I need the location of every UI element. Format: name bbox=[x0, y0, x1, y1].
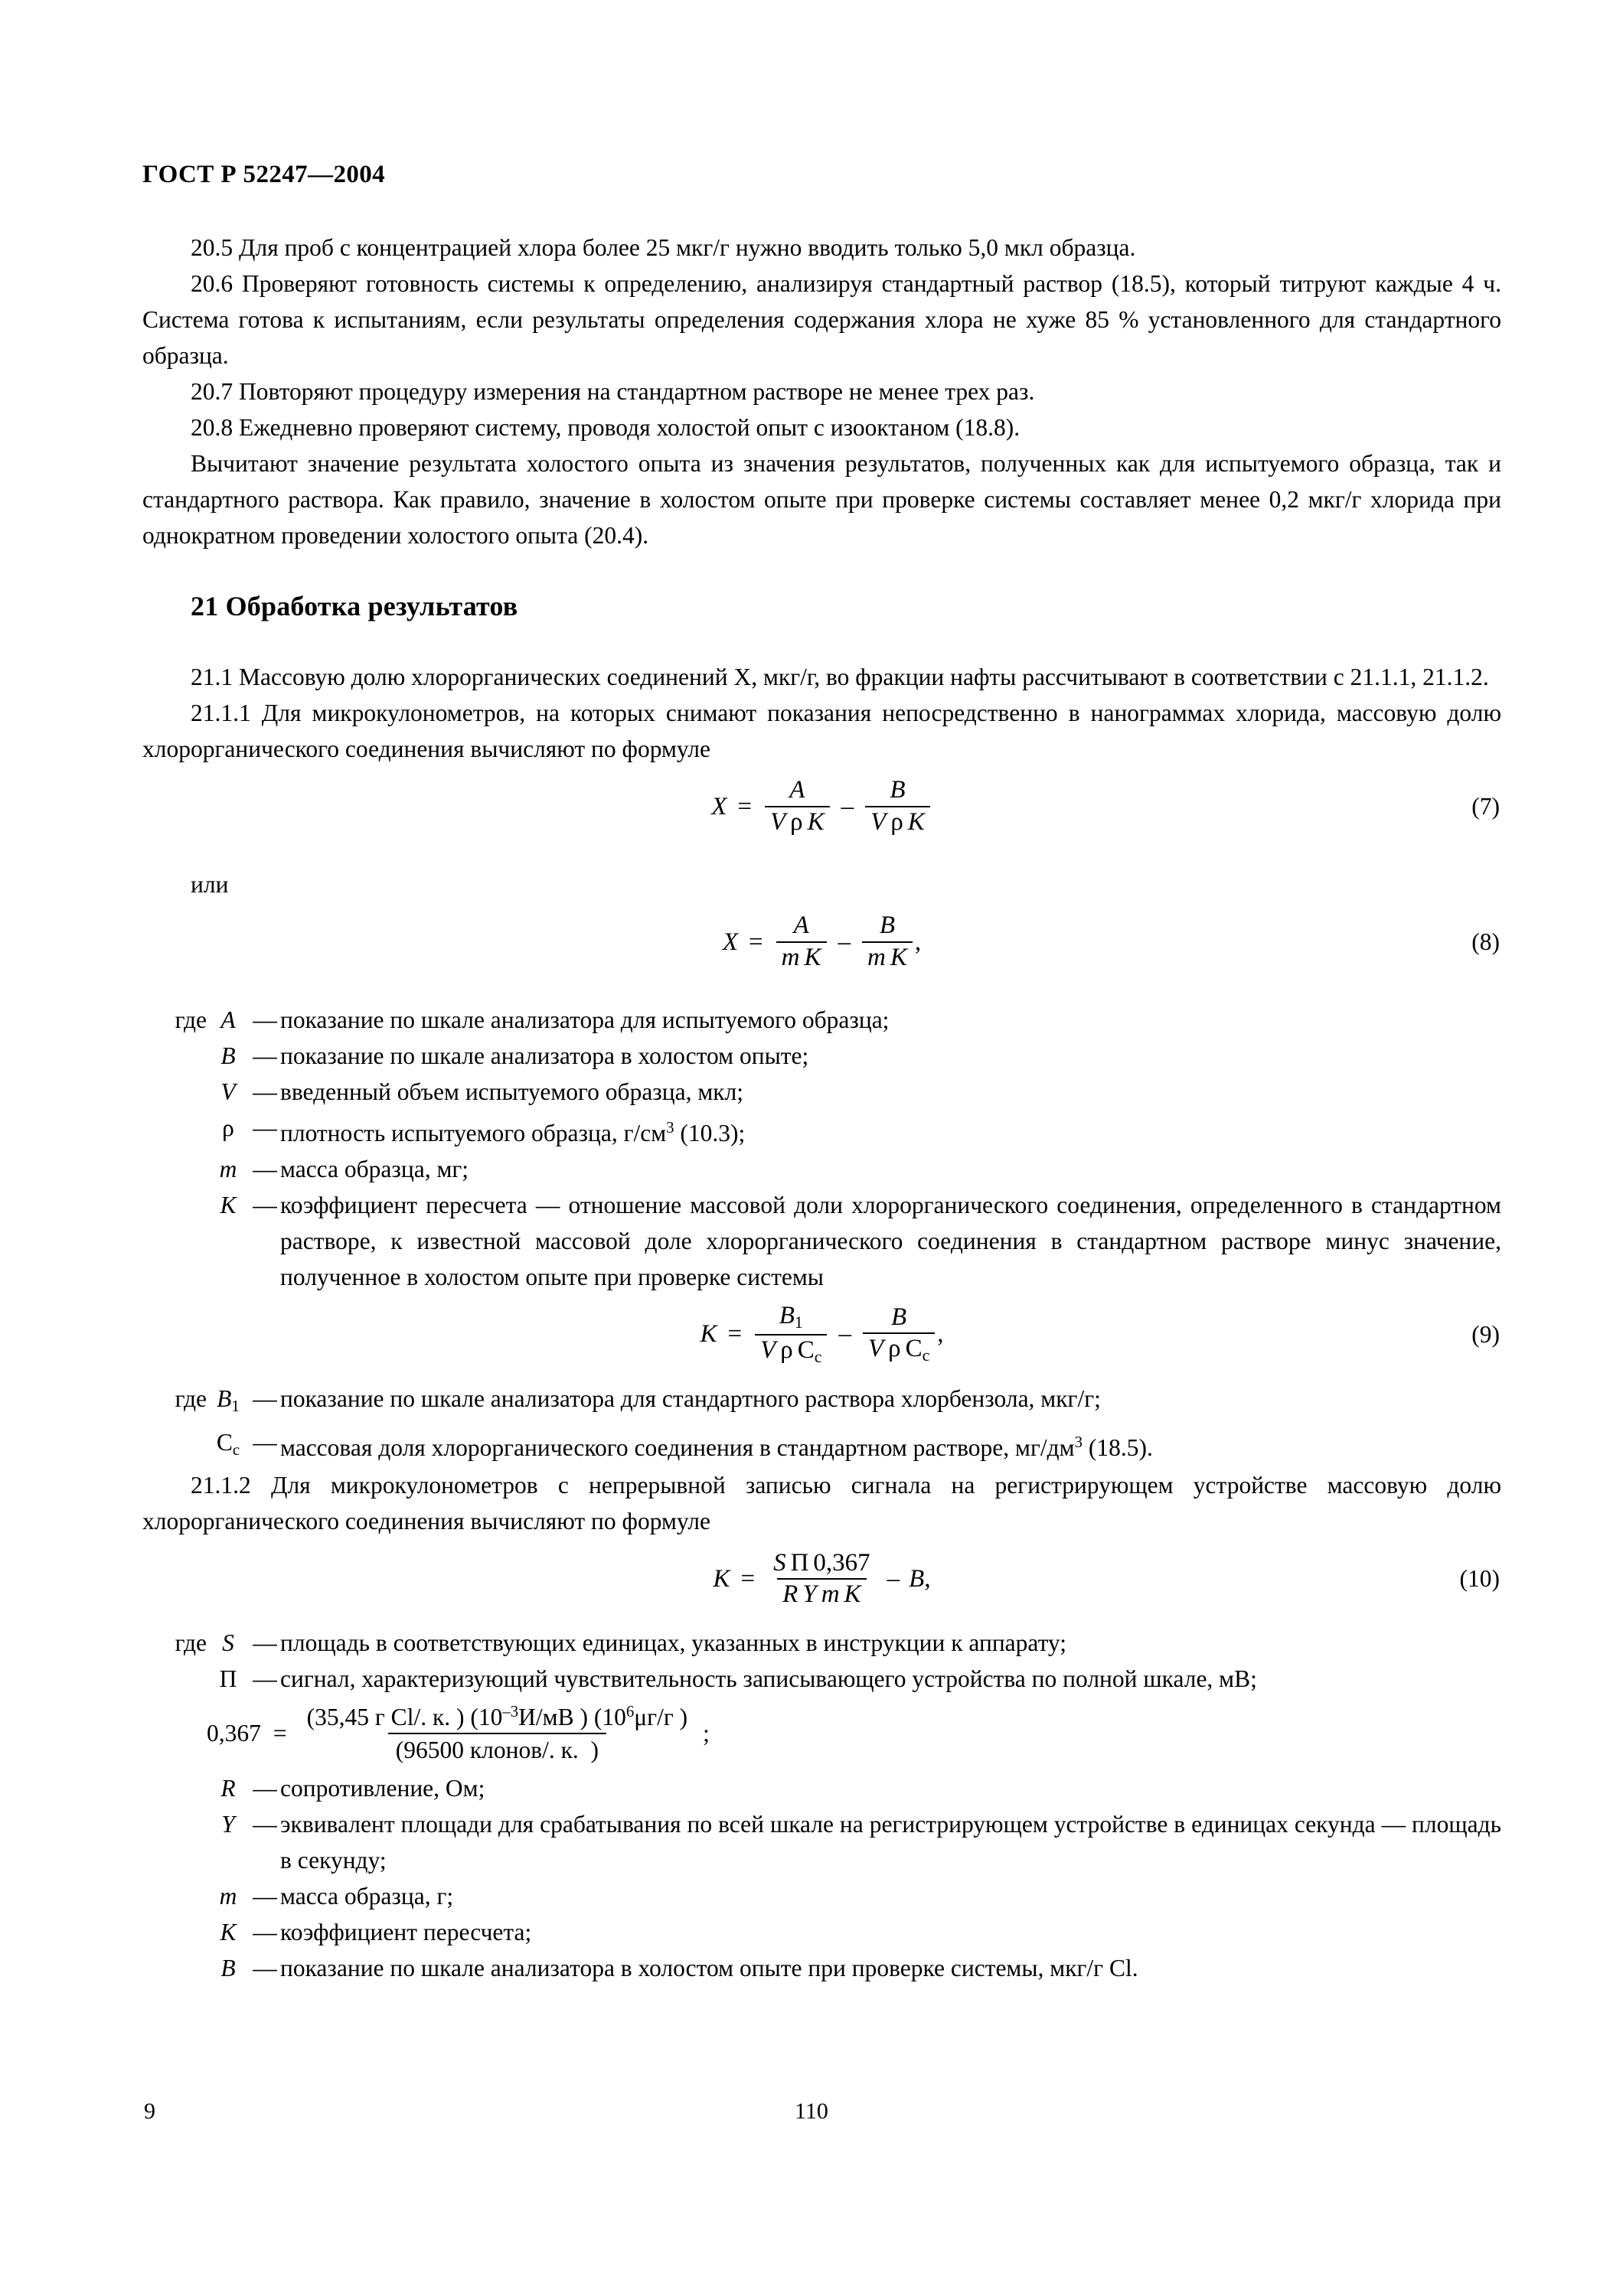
section-heading-21: 21 Обработка результатов bbox=[191, 591, 518, 621]
eq10-fraction bbox=[768, 1550, 876, 1609]
spacer bbox=[142, 1375, 1501, 1381]
constant-0367-denominator bbox=[388, 1733, 606, 1763]
definition-text: масса образца, г; bbox=[280, 1882, 454, 1910]
definition-symbol: B bbox=[220, 1042, 236, 1069]
eq8-frac1-denominator bbox=[776, 941, 827, 972]
eq9-frac1-num-sub: 1 bbox=[794, 1313, 803, 1332]
const-num-p3-close: ) bbox=[679, 1704, 688, 1731]
eq10-den-r: R bbox=[782, 1580, 798, 1609]
definition-text-main: массовая доля хлорорганического соединения в стандартном растворе, мг/дм bbox=[280, 1433, 1075, 1461]
definition-dash: — bbox=[253, 1114, 277, 1141]
definition-dash: — bbox=[253, 1882, 277, 1910]
eq7-frac1-denominator bbox=[765, 806, 830, 837]
constant-0367-equals: = bbox=[273, 1720, 287, 1747]
eq8-frac1-numerator: A bbox=[793, 912, 809, 940]
definition-symbol-sub: с bbox=[232, 1440, 240, 1459]
const-num-p2-close: ) bbox=[580, 1704, 588, 1731]
eq7-frac2-den-v: V bbox=[870, 808, 887, 836]
constant-0367-lhs: 0,367 bbox=[207, 1720, 261, 1747]
eq7-frac2-den-k: K bbox=[907, 808, 925, 836]
spacer bbox=[142, 1697, 1501, 1703]
constant-0367-line bbox=[142, 1703, 1501, 1763]
definition-symbol: m bbox=[219, 1155, 237, 1182]
definition-text: показание по шкале анализатора в холостом опыте при проверке системы, мкг/г Cl. bbox=[280, 1954, 1138, 1981]
footer-page-number-center: 110 bbox=[795, 2099, 828, 2124]
eq10-numerator bbox=[768, 1550, 876, 1579]
definition-text: площадь в соответствующих единицах, указанных в инструкции к аппарату; bbox=[280, 1629, 1067, 1657]
eq10-num-s: S bbox=[773, 1548, 786, 1577]
paragraph-20-6: 20.6 Проверяют готовность системы к определению, анализируя стандартный раствор (18.5), который титруют каждые 4 ч. Система готова к испытаниям, если результаты определения содержания хлора не хуже 85 % установленного для стандартного образца. bbox=[142, 270, 1501, 369]
definition-dash: — bbox=[253, 1954, 277, 1981]
const-den-unit: клонов/. к. bbox=[469, 1737, 579, 1764]
eq8-fraction-2 bbox=[862, 912, 913, 971]
eq9-frac1-den-rho: ρ bbox=[780, 1336, 793, 1364]
text-column bbox=[142, 230, 1501, 1986]
definition-symbol: K bbox=[220, 1191, 237, 1218]
const-num-p2-unit: И/мВ bbox=[518, 1704, 574, 1731]
definition-item bbox=[142, 1038, 1501, 1074]
definition-dash: — bbox=[253, 1384, 277, 1412]
eq8-tail: , bbox=[914, 928, 922, 956]
eq10-operator: – bbox=[887, 1564, 900, 1593]
eq7-fraction-1 bbox=[765, 777, 830, 836]
eq8-lhs: X bbox=[722, 928, 739, 956]
definition-item bbox=[142, 1424, 1501, 1468]
spacer bbox=[142, 982, 1501, 1002]
equation-8 bbox=[723, 912, 921, 971]
definition-symbol: R bbox=[220, 1774, 236, 1802]
eq10-rhs: B bbox=[909, 1564, 925, 1593]
spacer bbox=[142, 625, 1501, 659]
definitions-list-4 bbox=[142, 1770, 1501, 1986]
eq8-frac2-den-k: K bbox=[890, 944, 907, 971]
definition-text bbox=[280, 1110, 1501, 1151]
definition-text: введенный объем испытуемого образца, мкл; bbox=[280, 1078, 744, 1105]
const-den-open: (96500 bbox=[395, 1737, 464, 1764]
definition-symbol: V bbox=[220, 1078, 236, 1105]
const-num-p3-exp: 6 bbox=[625, 1703, 635, 1721]
eq10-lhs: K bbox=[713, 1564, 730, 1593]
definition-item bbox=[142, 1770, 1501, 1806]
paragraph-subtract-blank: Вычитают значение результата холостого опыта из значения результатов, полученных как для испытуемого образца, так и стандартного раствора. Как правило, значение в холостом опыте при проверке системы составляет менее 0,2 мкг/г хлорида при однократном проведении холостого опыта (20.4). bbox=[142, 450, 1501, 549]
paragraph-21-1-2: 21.1.2 Для микрокулонометров с непрерывной записью сигнала на регистрирующем устройстве массовую долю хлорорганического соединения вычисляют по формуле bbox=[142, 1472, 1501, 1535]
equation-8-number: (8) bbox=[1471, 928, 1500, 955]
paragraph-21-1-1: 21.1.1 Для микрокулонометров, на которых снимают показания непосредственно в нанограммах хлорида, массовую долю хлорорганического соединения вычисляют по формуле bbox=[142, 700, 1501, 762]
eq9-operator: – bbox=[838, 1320, 851, 1349]
definition-dash: — bbox=[253, 1665, 277, 1693]
definition-text-main: плотность испытуемого образца, г/см bbox=[280, 1119, 667, 1146]
definition-text-after: (10.3); bbox=[674, 1119, 746, 1146]
constant-0367-numerator bbox=[299, 1703, 695, 1733]
definition-symbol: m bbox=[219, 1882, 237, 1910]
equation-9-row bbox=[142, 1295, 1501, 1375]
definition-symbol: S bbox=[222, 1629, 234, 1657]
eq7-frac2-numerator: B bbox=[890, 776, 906, 804]
equation-10 bbox=[713, 1550, 930, 1609]
definition-dash: — bbox=[253, 1042, 277, 1069]
eq9-equals: = bbox=[727, 1320, 743, 1349]
definition-symbol: ρ bbox=[222, 1114, 234, 1141]
eq8-equals: = bbox=[749, 928, 763, 956]
eq9-frac1-den-c: C bbox=[797, 1336, 815, 1364]
definition-item bbox=[142, 1661, 1501, 1697]
eq9-frac2-numerator: B bbox=[891, 1303, 907, 1331]
equation-7 bbox=[711, 777, 932, 836]
definition-item bbox=[142, 1806, 1501, 1878]
paragraph-or: или bbox=[191, 871, 229, 898]
definition-item bbox=[142, 1002, 1501, 1038]
definition-text bbox=[280, 1424, 1501, 1466]
definition-text: масса образца, мг; bbox=[280, 1155, 469, 1182]
eq8-frac2-numerator: B bbox=[879, 912, 896, 940]
const-num-p1-close: ) bbox=[456, 1704, 465, 1731]
eq8-frac1-den-m: m bbox=[781, 944, 800, 971]
eq9-frac2-den-c: C bbox=[905, 1335, 923, 1363]
eq8-frac2-den-m: m bbox=[867, 944, 886, 971]
definition-symbol: П bbox=[219, 1665, 237, 1693]
eq8-fraction-1 bbox=[776, 912, 827, 971]
definition-symbol: A bbox=[220, 1006, 236, 1033]
eq7-equals: = bbox=[737, 792, 752, 820]
definition-symbol bbox=[207, 1381, 250, 1424]
eq9-fraction-2 bbox=[863, 1304, 935, 1365]
definition-symbol-base: C bbox=[216, 1428, 233, 1456]
definition-dash: — bbox=[253, 1810, 277, 1838]
eq9-frac1-num-b: B bbox=[779, 1302, 795, 1330]
eq10-den-y: Y bbox=[802, 1580, 817, 1609]
eq9-frac1-numerator bbox=[774, 1303, 808, 1334]
equation-9-number: (9) bbox=[1471, 1320, 1500, 1348]
paragraph-20-7: 20.7 Повторяют процедуру измерения на стандартном растворе не менее трех раз. bbox=[191, 378, 1035, 405]
definition-item bbox=[142, 1187, 1501, 1295]
equation-7-number: (7) bbox=[1471, 793, 1500, 820]
definition-superscript: 3 bbox=[1074, 1433, 1083, 1451]
definition-item bbox=[142, 1074, 1501, 1110]
const-num-p2-exp: –3 bbox=[502, 1703, 519, 1721]
eq9-frac2-den-v: V bbox=[867, 1335, 884, 1363]
definition-symbol-sub: 1 bbox=[231, 1397, 240, 1415]
paragraph-20-5: 20.5 Для проб с концентрацией хлора более 25 мкг/г нужно вводить только 5,0 мкл образца. bbox=[191, 234, 1136, 261]
equation-8-row bbox=[142, 902, 1501, 982]
spacer bbox=[142, 1619, 1501, 1625]
definitions-list-1 bbox=[142, 1002, 1501, 1295]
definition-superscript: 3 bbox=[666, 1119, 674, 1137]
definition-text: сопротивление, Ом; bbox=[280, 1774, 485, 1802]
definition-dash: — bbox=[253, 1006, 277, 1033]
definitions-1-lead: где bbox=[175, 1006, 207, 1033]
equation-7-row bbox=[142, 767, 1501, 846]
eq10-equals: = bbox=[740, 1564, 756, 1593]
definition-item bbox=[142, 1878, 1501, 1914]
eq9-frac2-den-c-sub: с bbox=[922, 1346, 930, 1365]
eq7-operator: – bbox=[841, 792, 854, 820]
eq9-frac1-den-c-sub: с bbox=[814, 1347, 822, 1366]
definition-dash: — bbox=[253, 1918, 277, 1945]
footer-page-number-left: 9 bbox=[144, 2099, 155, 2124]
definition-text: показание по шкале анализатора для стандартного раствора хлорбензола, мкг/г; bbox=[280, 1384, 1101, 1412]
eq10-den-m: m bbox=[821, 1580, 840, 1609]
eq9-frac2-den-rho: ρ bbox=[888, 1335, 901, 1363]
eq7-frac2-denominator bbox=[865, 806, 930, 837]
constant-0367-tail: ; bbox=[703, 1720, 710, 1747]
eq9-frac1-den-v: V bbox=[760, 1336, 776, 1364]
spacer bbox=[142, 1764, 1501, 1770]
definitions-list-3 bbox=[142, 1625, 1501, 1697]
eq8-frac2-denominator bbox=[862, 941, 913, 972]
eq9-lhs: K bbox=[700, 1320, 717, 1349]
definitions-3-lead: где bbox=[175, 1629, 207, 1657]
eq7-frac1-den-v: V bbox=[769, 808, 786, 836]
const-num-p1-unit: г Cl/. к. bbox=[374, 1704, 451, 1731]
definition-dash: — bbox=[253, 1191, 277, 1218]
equation-9 bbox=[700, 1303, 943, 1366]
eq7-fraction-2 bbox=[865, 777, 930, 836]
definition-item bbox=[142, 1950, 1501, 1986]
spacer bbox=[142, 846, 1501, 866]
definition-item bbox=[142, 1625, 1501, 1661]
definition-symbol-base: B bbox=[217, 1384, 232, 1412]
definition-dash: — bbox=[253, 1774, 277, 1802]
running-head: ГОСТ Р 52247—2004 bbox=[142, 161, 386, 188]
definition-item bbox=[142, 1381, 1501, 1424]
definition-symbol: B bbox=[220, 1954, 236, 1981]
definitions-list-2 bbox=[142, 1381, 1501, 1468]
const-num-p3-unit: μг/г bbox=[634, 1704, 674, 1731]
definition-text: коэффициент пересчета; bbox=[280, 1918, 532, 1945]
eq7-frac1-den-k: K bbox=[807, 808, 825, 836]
eq9-frac1-denominator bbox=[755, 1334, 827, 1367]
definition-text-after: (18.5). bbox=[1083, 1433, 1153, 1461]
const-den-close: ) bbox=[590, 1737, 599, 1764]
eq10-num-const: 0,367 bbox=[813, 1548, 870, 1577]
eq8-frac1-den-k: K bbox=[804, 944, 821, 971]
paragraph-20-8: 20.8 Ежедневно проверяют систему, проводя холостой опыт с изооктаном (18.8). bbox=[191, 414, 1020, 441]
definition-text: сигнал, характеризующий чувствительность записывающего устройства по полной шкале, мВ; bbox=[280, 1665, 1257, 1693]
eq7-frac2-den-rho: ρ bbox=[890, 808, 903, 836]
definition-text: показание по шкале анализатора для испытуемого образца; bbox=[280, 1006, 890, 1033]
equation-10-number: (10) bbox=[1459, 1565, 1500, 1593]
eq7-lhs: X bbox=[711, 792, 727, 820]
definition-item bbox=[142, 1914, 1501, 1950]
spacer bbox=[142, 553, 1501, 587]
const-num-p2-open: (10 bbox=[470, 1704, 503, 1731]
definition-item bbox=[142, 1110, 1501, 1151]
equation-10-row bbox=[142, 1539, 1501, 1619]
definition-dash: — bbox=[253, 1155, 277, 1182]
eq9-fraction-1 bbox=[755, 1303, 827, 1366]
eq10-denominator bbox=[777, 1578, 866, 1609]
eq9-frac2-denominator bbox=[863, 1332, 935, 1365]
definition-dash: — bbox=[253, 1078, 277, 1105]
definition-symbol bbox=[207, 1424, 250, 1468]
eq10-tail: , bbox=[924, 1564, 931, 1593]
const-num-p1-open: (35,45 bbox=[306, 1704, 370, 1731]
definition-dash: — bbox=[253, 1428, 277, 1456]
definition-text: показание по шкале анализатора в холостом опыте; bbox=[280, 1042, 809, 1069]
eq7-frac1-den-rho: ρ bbox=[790, 808, 803, 836]
constant-0367-fraction bbox=[299, 1703, 695, 1763]
definition-text: коэффициент пересчета — отношение массовой доли хлорорганического соединения, определенного в стандартном растворе, к известной массовой доле хлорорганического соединения в стандартном растворе минус значение, полученное в холостом опыте при проверке системы bbox=[280, 1191, 1501, 1290]
definition-dash: — bbox=[253, 1629, 277, 1657]
paragraph-21-1: 21.1 Массовую долю хлорорганических соединений X, мкг/г, во фракции нафты рассчитывают в соответствии с 21.1.1, 21.1.2. bbox=[191, 664, 1489, 690]
eq8-operator: – bbox=[838, 928, 851, 956]
definition-symbol: K bbox=[220, 1918, 237, 1945]
eq10-num-pi: П bbox=[790, 1548, 809, 1577]
definition-item bbox=[142, 1151, 1501, 1187]
eq10-den-k: K bbox=[844, 1580, 861, 1609]
const-num-p3-open: (10 bbox=[593, 1704, 626, 1731]
eq7-frac1-numerator: A bbox=[789, 776, 805, 804]
eq9-tail: , bbox=[937, 1320, 944, 1349]
definition-text: эквивалент площади для срабатывания по всей шкале на регистрирующем устройстве в единицах секунда — площадь в секунду; bbox=[280, 1810, 1501, 1874]
definitions-2-lead: где bbox=[175, 1384, 207, 1412]
definition-symbol: Y bbox=[221, 1810, 235, 1838]
